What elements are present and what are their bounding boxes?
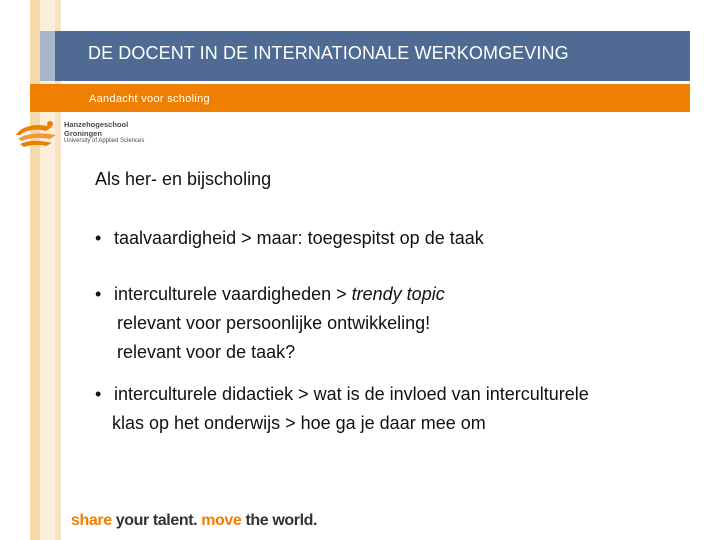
left-stripe-mid xyxy=(55,0,61,540)
hanze-logo xyxy=(12,117,182,153)
list-item xyxy=(95,280,445,367)
list-item-continuation: relevant voor persoonlijke ontwikkeling! xyxy=(117,313,431,333)
content-heading: Als her- en bijscholing xyxy=(95,169,272,189)
list-item xyxy=(95,224,484,253)
slogan-move: move xyxy=(201,512,242,529)
left-stripe-light xyxy=(40,0,55,540)
bullet-icon: • xyxy=(95,384,102,404)
title-bar-accent xyxy=(40,31,55,81)
slogan-share: share xyxy=(71,512,112,529)
hanze-fish-logo-icon xyxy=(12,117,60,153)
list-item-text: taalvaardigheid > maar: toegespitst op de taak xyxy=(114,228,484,248)
list-item-text: interculturele didactiek > wat is de invloed van interculturele xyxy=(114,384,589,404)
list-item-text-plain: interculturele vaardigheden > xyxy=(114,284,352,304)
bullet-icon: • xyxy=(95,228,102,248)
logo-name-line2: Groningen xyxy=(64,129,102,138)
list-item-text-italic: trendy topic xyxy=(351,284,445,304)
list-item xyxy=(95,380,589,438)
bullet-icon: • xyxy=(95,284,102,304)
slide-subtitle: Aandacht voor scholing xyxy=(89,93,210,105)
left-stripe-dark xyxy=(30,0,40,540)
slide-title: DE DOCENT IN DE INTERNATIONALE WERKOMGEVING xyxy=(88,43,569,63)
logo-tagline: University of Applied Sciences xyxy=(64,138,145,144)
logo-name-line1: Hanzehogeschool xyxy=(64,120,129,129)
list-item-continuation: relevant voor de taak? xyxy=(117,342,296,362)
list-item-text xyxy=(95,280,445,309)
list-item-continuation: klas op het onderwijs > hoe ga je daar mee om xyxy=(112,413,486,433)
footer-slogan xyxy=(71,512,317,530)
slogan-the-world: the world. xyxy=(245,512,318,529)
slogan-your-talent: your talent. xyxy=(115,512,198,529)
